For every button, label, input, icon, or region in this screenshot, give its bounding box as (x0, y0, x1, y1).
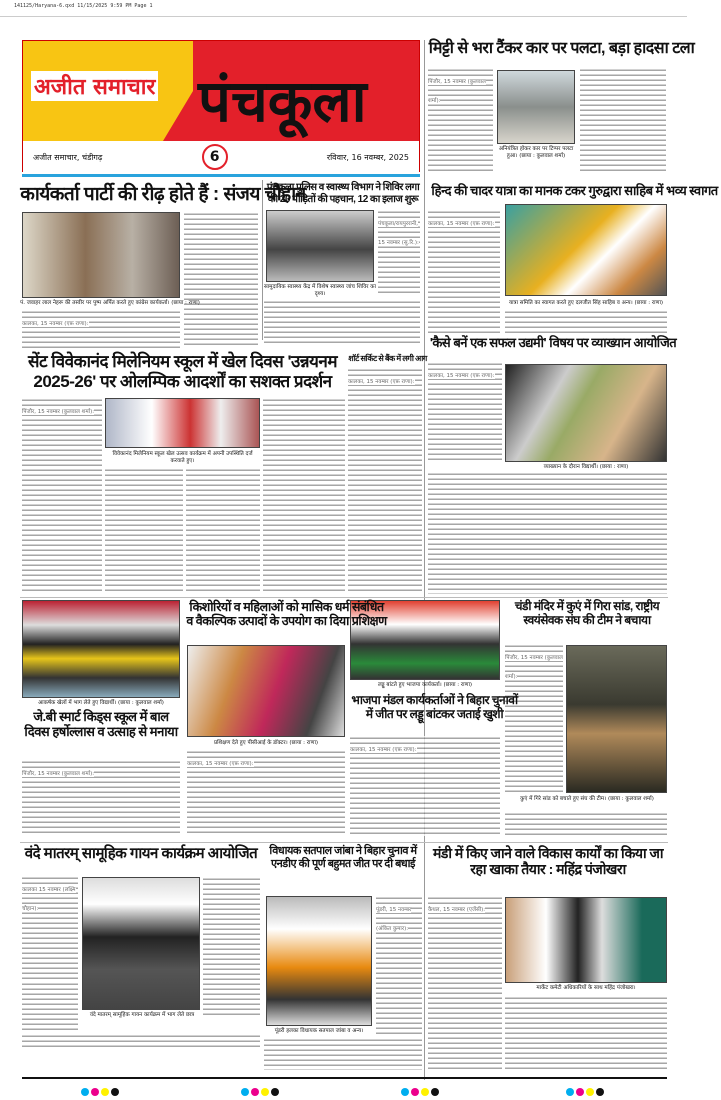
column-rule (424, 40, 425, 1080)
article-body (428, 68, 493, 172)
article-body (505, 996, 667, 1070)
dateline: पिंजौर, 15 नवम्बर (कुलवाल शर्मा): (428, 79, 486, 104)
crop-line (0, 16, 687, 17)
headline-jb-smart-kids: जे.बी स्मार्ट किड्स स्कूल में बाल दिवस हर्षोल्लास व उत्साह से मनाया (24, 709, 178, 739)
headline-satpal-jamba: विधायक सतपाल जांबा ने बिहार चुनाव में एनडीए की पूर्ण बहुमत जीत पर दी बधाई (269, 845, 417, 870)
article-body (348, 368, 422, 594)
article-body (428, 362, 502, 462)
photo-jb-smart-kids (22, 600, 180, 698)
registration-marks (80, 1081, 120, 1100)
article-body (580, 68, 666, 172)
headline-police-health: पंचकूला पुलिस व स्वास्थ्य विभाग ने शिविर लगा की 20 पीड़ितों की पहचान, 12 का इलाज शुरू (266, 182, 420, 205)
masthead-underline (22, 174, 420, 177)
photo-caption: आकर्षक खेलों में भाग लेते हुए विद्यार्थी। (छाया : कुलवाल शर्मा) (38, 700, 164, 706)
photo-bull-rescue (566, 645, 667, 793)
footer-rule (22, 1077, 667, 1079)
photo-training (187, 645, 345, 737)
dateline: कालका, 15 नवम्बर (एफ़ राणा): (428, 221, 495, 227)
dateline: पंचकूला/रायपुररानी, 15 नवम्बर (सु.रि.): (378, 221, 419, 246)
dateline: कालका, 15 नवम्बर (एफ़ राणा): (348, 379, 415, 385)
headline-vande-mataram: वंदे मातरम् सामूहिक गायन कार्यक्रम आयोजित (24, 845, 258, 862)
article-body (184, 212, 258, 348)
article-body (376, 896, 422, 1036)
registration-marks (400, 1081, 440, 1100)
photo-health-camp (266, 210, 374, 282)
dateline: पिंजौर, 15 नवम्बर (कुलवाल शर्मा): (22, 409, 95, 415)
photo-caption: लड्डू बांटते हुए भाजपा कार्यकर्ता। (छाया : राणा) (377, 682, 473, 688)
photo-yatra-welcome (505, 204, 667, 296)
headline-bank-fire: शॉर्ट सर्किट से बैंक में लगी आग (348, 354, 427, 363)
article-body (203, 877, 260, 1017)
photo-caption: पूंडरी हलका विधायक सतपाल जांबा व अन्य। (274, 1028, 364, 1034)
registration-marks (565, 1081, 605, 1100)
photo-caption: सामुदायिक स्वास्थ्य केंद्र में विशेष स्वास्थ्य जांच शिविर का दृश्य। (264, 284, 376, 297)
photo-caption: कुएं में गिरे सांड को बचाते हुए संघ की टीम। (छाया : कुलवाल शर्मा) (520, 796, 654, 802)
photo-caption: मार्केट कमेटी अधिकारियों के साथ महिंद्र पंजोखरा। (536, 985, 636, 991)
article-body (263, 398, 345, 594)
row-rule (20, 597, 668, 598)
article-body (22, 760, 180, 836)
issue-date: रविवार, 16 नवम्बर, 2025 (326, 152, 409, 162)
page-number: 6 (202, 144, 228, 170)
dateline: कालका, 15 नवम्बर (एफ़ राणा): (428, 373, 495, 379)
photo-caption: पं. जवाहर लाल नेहरू की तस्वीर पर पुष्प अर्पित करते हुए कांग्रेस कार्यकर्ता। (छाया : राणा) (20, 300, 200, 306)
article-body (428, 896, 502, 1070)
registration-marks (240, 1081, 280, 1100)
photo-caption: प्रशिक्षण देते हुए पीसीआई के डॉक्टर। (छाया : राणा) (213, 740, 319, 746)
print-slug: 141125/Haryana-6.qxd 11/15/2025 9:59 PM Page 1 (14, 3, 153, 9)
article-body (264, 300, 420, 346)
headline-sanjay-chauhan: कार्यकर्ता पार्टी की रीढ़ होते हैं : संजय चौहान (20, 184, 306, 205)
article-body (428, 210, 500, 334)
edition-label: अजीत समाचार, चंडीगढ़ (33, 152, 103, 162)
photo-sports-day (105, 398, 260, 448)
dateline: कालका 15 नवम्बर (लक्ष्मि चौहान): (22, 887, 76, 912)
masthead (22, 40, 420, 172)
headline-bjp-laddoo: भाजपा मंडल कार्यकर्ताओं ने बिहार चुनावों में जीत पर लड्डू बांटकर जताई खुशी (351, 693, 518, 721)
photo-caption: वंदे मातरम् सामूहिक गायन कार्यक्रम में भाग लेते छात्र (89, 1012, 195, 1018)
headline-hind-ki-chadar: हिन्द की चादर यात्रा का मानक टकर गुरुद्वारा साहिब में भव्य स्वागत (431, 183, 718, 198)
photo-mandi-meeting (505, 897, 667, 983)
photo-tanker (497, 70, 575, 144)
brand-logo: अजीत समाचार (31, 71, 158, 101)
photo-mla-jamba (266, 896, 372, 1026)
dateline: पिंजौर, 15 नवम्बर (कुलवाल शर्मा): (22, 771, 95, 777)
headline-menstrual-training: किशोरियों व महिलाओं को मासिक धर्म संबंधित व वैकल्पिक उत्पादों के उपयोग का दिया प्रशिक्षण (186, 600, 387, 629)
dateline: कालका, 15 नवम्बर (एफ़ राणा): (22, 321, 89, 327)
article-body (378, 210, 420, 296)
photo-caption: विवेकानंद मिलेनियम स्कूल खेल उत्सव कार्यक्रम में अपनी उपस्थिति दर्ज करवाते हुए। (112, 451, 253, 464)
article-body (186, 468, 260, 594)
dateline: कैथल, 15 नवम्बर (एजेंसी): (428, 907, 486, 913)
headline-entrepreneur-lecture: 'कैसे बनें एक सफल उद्यमी' विषय पर व्याख्यान आयोजित (429, 335, 677, 350)
headline-vivekanand-sports-day: सेंट विवेकानंद मिलेनियम स्कूल में खेल दिवस 'उन्नयनम 2025-26' पर ओलम्पिक आदर्शों का सशक्त प्रदर्शन (28, 352, 337, 391)
row-rule (20, 842, 668, 843)
headline-tanker: मिट्टी से भरा टैंकर कार पर पलटा, बड़ा हादसा टला (428, 40, 695, 57)
article-body (505, 310, 667, 334)
photo-caption: अनियंत्रित होकर कार पर टिप्पर पलटा हुआ। (छाया : कुलवाल शर्मा) (498, 146, 574, 159)
section-title: पंचकूला (198, 67, 367, 135)
article-body (264, 1038, 422, 1070)
article-body (22, 310, 180, 348)
photo-nehru-tribute (22, 212, 180, 298)
article-body (187, 750, 345, 836)
article-body (105, 468, 183, 594)
headline-bull-rescue: चंडी मंदिर में कुएं में गिरा सांड, राष्ट्रीय स्वयंसेवक संघ की टीम ने बचाया (514, 599, 660, 627)
article-body (428, 472, 667, 594)
article-body (350, 736, 500, 836)
article-body (22, 1034, 260, 1048)
headline-mandi-development: मंडी में किए जाने वाले विकास कार्यों का किया जा रहा खाका तैयार : महिंद्र पंजोखरा (432, 845, 664, 878)
dateline: कालका, 15 नवम्बर (एफ़ राणा): (350, 747, 417, 753)
article-body (505, 812, 667, 836)
dateline: कालका, 15 नवम्बर (एफ़ राणा): (187, 761, 254, 767)
dateline: पिंजौर, 15 नवम्बर (कुलवाल शर्मा): (505, 655, 563, 680)
photo-lecture (505, 364, 667, 462)
photo-caption: यात्रा समिति का स्वागत करते हुए दलजीत सिंह साहिब व अन्य। (छाया : राणा) (508, 300, 664, 306)
article-body (22, 398, 102, 594)
photo-caption: व्याख्यान के दौरान विद्यार्थी। (छाया : राणा) (543, 464, 629, 470)
dateline: पूंडरी, 15 नवम्बर (अंकित कुमार): (376, 907, 412, 932)
article-body (22, 982, 78, 1032)
article-body (22, 876, 78, 980)
photo-vande-mataram (82, 877, 200, 1010)
